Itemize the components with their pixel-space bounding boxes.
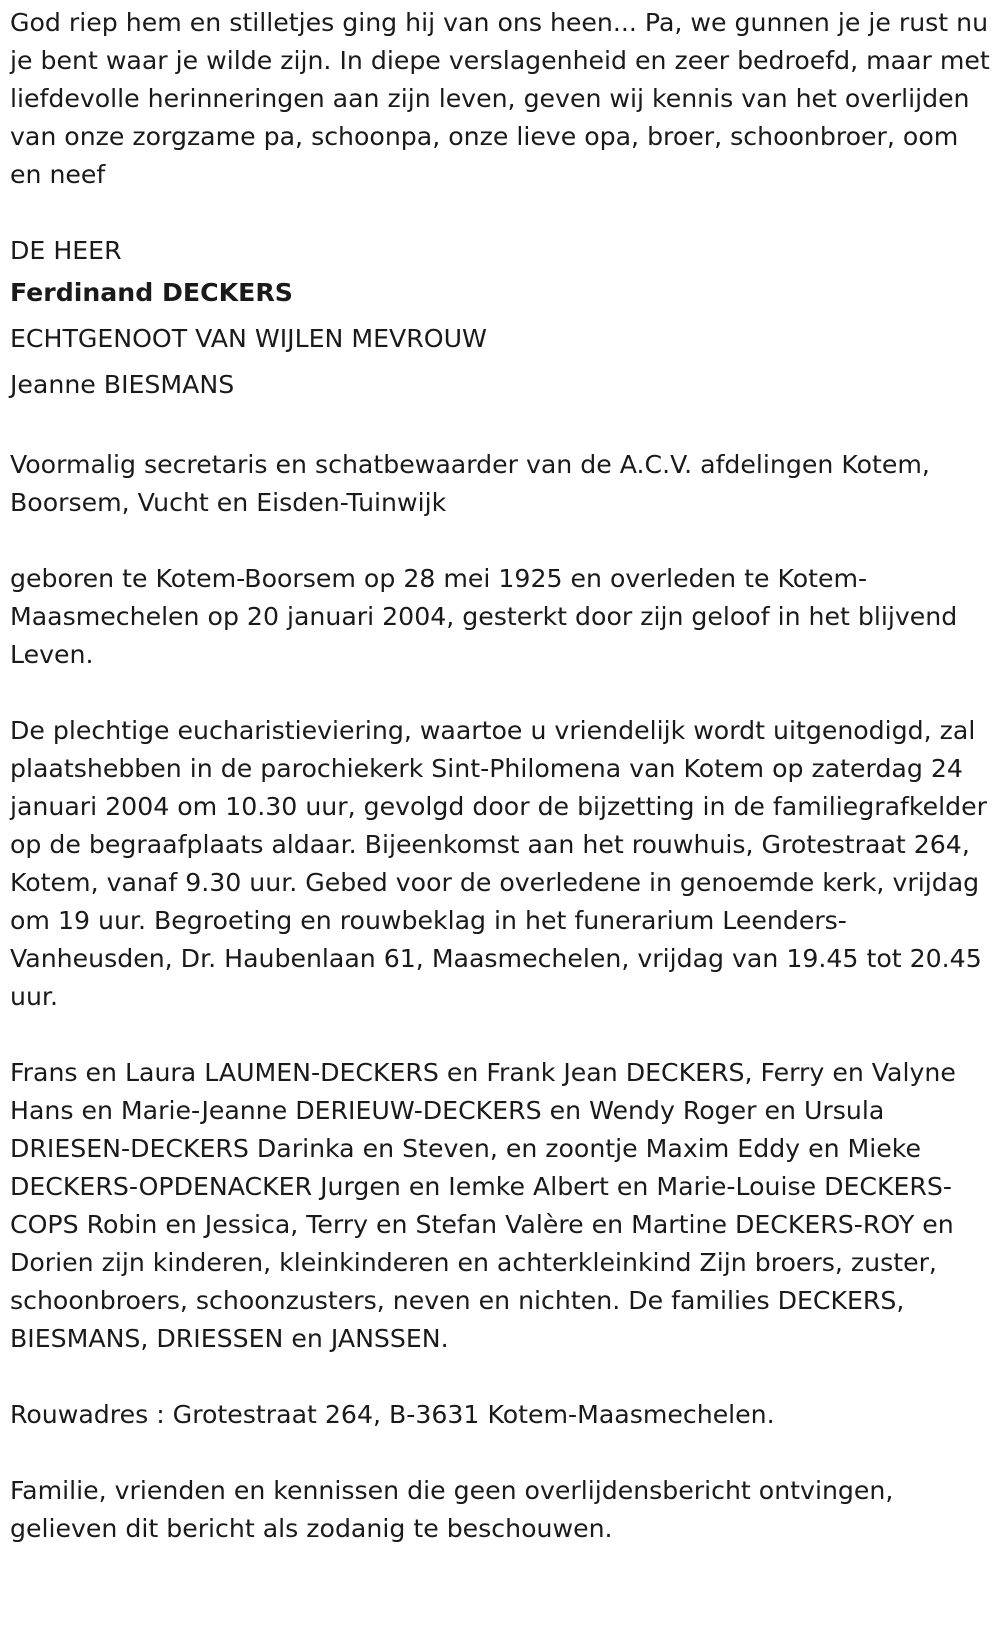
- family-paragraph: Frans en Laura LAUMEN-DECKERS en Frank Jean DECKERS, Ferry en Valyne Hans en Marie-Jeanne DERIEUW-DECKERS en Wendy Roger en Ursula DRIESEN-DECKERS Darinka en Steven, en zoontje Maxim Eddy en Mieke DECKERS-OPDENACKER Jurgen en Iemke Albert en Marie-Louise DECKERS-COPS Robin en Jessica, Terry en Stefan Valère en Martine DECKERS-ROY en Dorien zijn kinderen, kleinkinderen en achterkleinkind Zijn broers, zuster, schoonbroers, schoonzusters, neven en nichten. De families DECKERS, BIESMANS, DRIESSEN en JANSSEN.: [10, 1058, 956, 1353]
- birth-death-paragraph: geboren te Kotem-Boorsem op 28 mei 1925 en overleden te Kotem-Maasmechelen op 20 januari 2004, gesterkt door zijn geloof in het blijvend Leven.: [10, 564, 958, 669]
- spouse-name: Jeanne BIESMANS: [10, 370, 235, 399]
- deceased-name: Ferdinand DECKERS: [10, 278, 293, 307]
- ceremony-paragraph: De plechtige eucharistieviering, waartoe u vriendelijk wordt uitgenodigd, zal plaatshebben in de parochiekerk Sint-Philomena van Kotem op zaterdag 24 januari 2004 om 10.30 uur, gevolgd door de bijzetting in de familiegrafkelder op de begraafplaats aldaar. Bijeenkomst aan het rouwhuis, Grotestraat 264, Kotem, vanaf 9.30 uur. Gebed voor de overledene in genoemde kerk, vrijdag om 19 uur. Begroeting en rouwbeklag in het funerarium Leenders-Vanheusden, Dr. Haubenlaan 61, Maasmechelen, vrijdag van 19.45 tot 20.45 uur.: [10, 716, 987, 1011]
- intro-paragraph: God riep hem en stilletjes ging hij van ons heen... Pa, we gunnen je je rust nu je bent waar je wilde zijn. In diepe verslagenheid en zeer bedroefd, maar met liefdevolle herinneringen aan zijn leven, geven wij kennis van het overlijden van onze zorgzame pa, schoonpa, onze lieve opa, broer, schoonbroer, oom en neef: [10, 8, 990, 189]
- honorific: DE HEER: [10, 236, 122, 265]
- function-paragraph: Voormalig secretaris en schatbewaarder van de A.C.V. afdelingen Kotem, Boorsem, Vucht en Eisden-Tuinwijk: [10, 450, 930, 517]
- spouse-label: ECHTGENOOT VAN WIJLEN MEVROUW: [10, 324, 487, 353]
- address-paragraph: Rouwadres : Grotestraat 264, B-3631 Kotem-Maasmechelen.: [10, 1400, 775, 1429]
- closing-paragraph: Familie, vrienden en kennissen die geen overlijdensbericht ontvingen, gelieven dit bericht als zodanig te beschouwen.: [10, 1476, 894, 1543]
- obituary-notice: [10, 4, 995, 1548]
